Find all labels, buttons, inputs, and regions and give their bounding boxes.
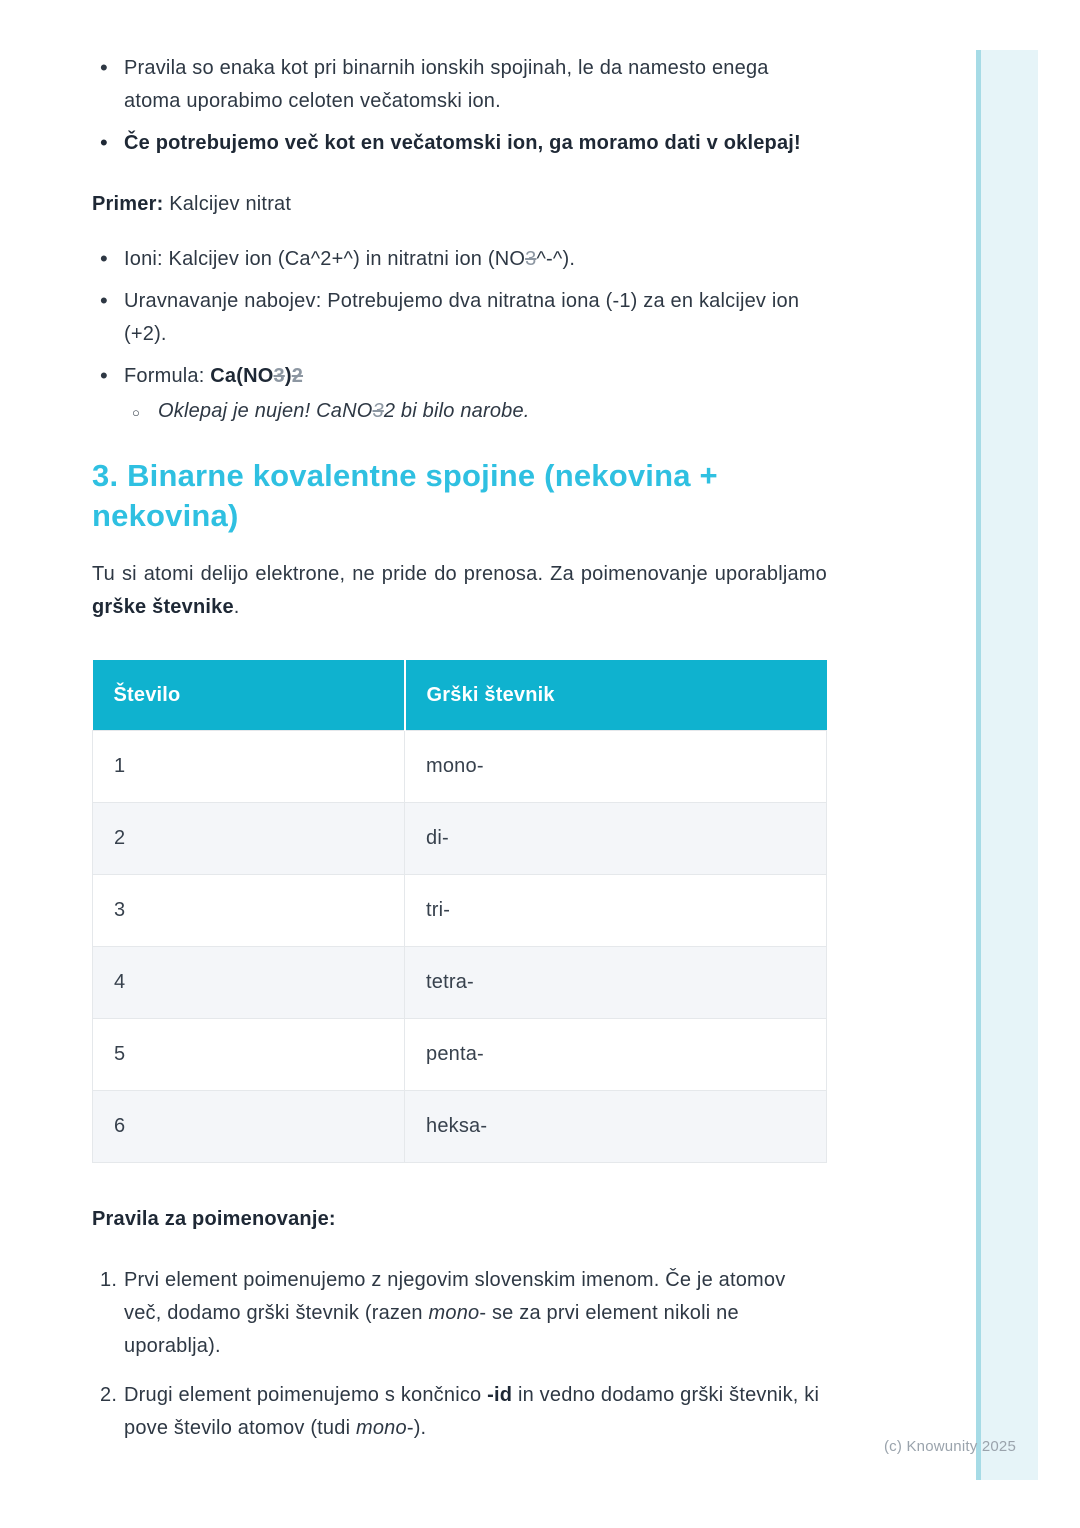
text-segment: Drugi element poimenujemo s končnico: [124, 1384, 488, 1406]
text-segment: Kalcijev nitrat: [163, 193, 292, 215]
side-accent-band: [976, 50, 1038, 1480]
numbered-item-first-element: [92, 1264, 827, 1363]
table-row: [93, 947, 827, 1019]
greek-numerals-table: [92, 660, 827, 1163]
text-segment: Oklepaj je nujen! CaNO: [158, 400, 373, 422]
text-segment: Če potrebujemo več kot en večatomski ion, ga moramo dati v oklepaj!: [124, 132, 801, 154]
text-segment: 2: [291, 365, 304, 387]
text-segment: 2 bi bilo narobe.: [383, 400, 530, 422]
section-intro-paragraph: [92, 558, 827, 624]
text-segment: Prvi element poimenujemo z njegovim slovenskim imenom. Če je atomov več, dodamo grški števnik (razen: [124, 1269, 786, 1324]
table-cell: 6: [93, 1091, 405, 1163]
naming-rules-title: Pravila za poimenovanje:: [92, 1208, 336, 1230]
table-header-number: Število: [93, 660, 405, 731]
text-segment: - se za prvi element nikoli ne uporablja).: [124, 1302, 739, 1357]
table-header-greek-numeral: Grški števnik: [405, 660, 827, 731]
table-row: [93, 875, 827, 947]
text-segment: 3: [525, 248, 537, 270]
text-segment: 3: [372, 400, 384, 422]
text-segment: Formula:: [124, 365, 211, 387]
text-segment: -id: [487, 1384, 513, 1406]
table-cell: di-: [405, 803, 827, 875]
table-cell: 4: [93, 947, 405, 1019]
document-page: [92, 52, 827, 1445]
formula-sub-list: [124, 395, 827, 428]
text-segment: mono: [428, 1302, 480, 1324]
table-cell: heksa-: [405, 1091, 827, 1163]
table-head: [93, 660, 827, 731]
table-row: [93, 1091, 827, 1163]
text-segment: Primer:: [92, 193, 164, 215]
text-segment: grške števnike: [92, 596, 234, 618]
copyright-footer: (c) Knowunity 2025: [883, 1438, 1016, 1455]
rules-bullet-list: [92, 52, 827, 160]
text-segment: ^-^).: [536, 248, 576, 270]
formula-text: [124, 365, 303, 387]
text-segment: -).: [406, 1417, 427, 1439]
naming-rules-list: [92, 1264, 827, 1445]
numbered-item-second-element: [92, 1379, 827, 1445]
table-cell: 2: [93, 803, 405, 875]
text-segment: in vedno dodamo grški števnik, ki pove število atomov (tudi: [124, 1384, 820, 1439]
bullet-item-ions: [92, 243, 827, 276]
text-segment: Tu si atomi delijo elektrone, ne pride do prenosa. Za poimenovanje uporabljamo: [92, 563, 827, 585]
text-segment: 3: [273, 365, 285, 387]
text-segment: ): [284, 365, 292, 387]
example-bullet-list: [92, 243, 827, 428]
table-cell: tetra-: [405, 947, 827, 1019]
table-row: [93, 803, 827, 875]
bullet-item-formula: [92, 360, 827, 428]
table-body: [93, 731, 827, 1163]
text-segment: .: [233, 596, 240, 618]
table-row: [93, 1019, 827, 1091]
text-segment: mono: [355, 1417, 407, 1439]
text-segment: Ioni: Kalcijev ion (Ca^2+^) in nitratni ion (NO: [124, 248, 526, 270]
table-cell: penta-: [405, 1019, 827, 1091]
text-segment: Pravila so enaka kot pri binarnih ionskih spojinah, le da namesto enega atoma uporabimo celoten večatomski ion.: [124, 57, 769, 112]
example-title: [92, 188, 827, 221]
table-cell: 5: [93, 1019, 405, 1091]
sub-bullet-parentheses-note: [124, 395, 827, 428]
bullet-item-parentheses-rule: [92, 127, 827, 160]
bullet-item-charge-balance: [92, 285, 827, 351]
table-cell: mono-: [405, 731, 827, 803]
table-cell: 3: [93, 875, 405, 947]
bullet-item-polyatomic-rule: [92, 52, 827, 118]
table-cell: tri-: [405, 875, 827, 947]
table-cell: 1: [93, 731, 405, 803]
text-segment: Ca(NO: [210, 365, 274, 387]
section-heading-binary-covalent: 3. Binarne kovalentne spojine (nekovina + nekovina): [92, 458, 718, 533]
table-header-row: [93, 660, 827, 731]
text-segment: Uravnavanje nabojev: Potrebujemo dva nitratna iona (-1) za en kalcijev ion (+2).: [124, 290, 800, 345]
table-row: [93, 731, 827, 803]
